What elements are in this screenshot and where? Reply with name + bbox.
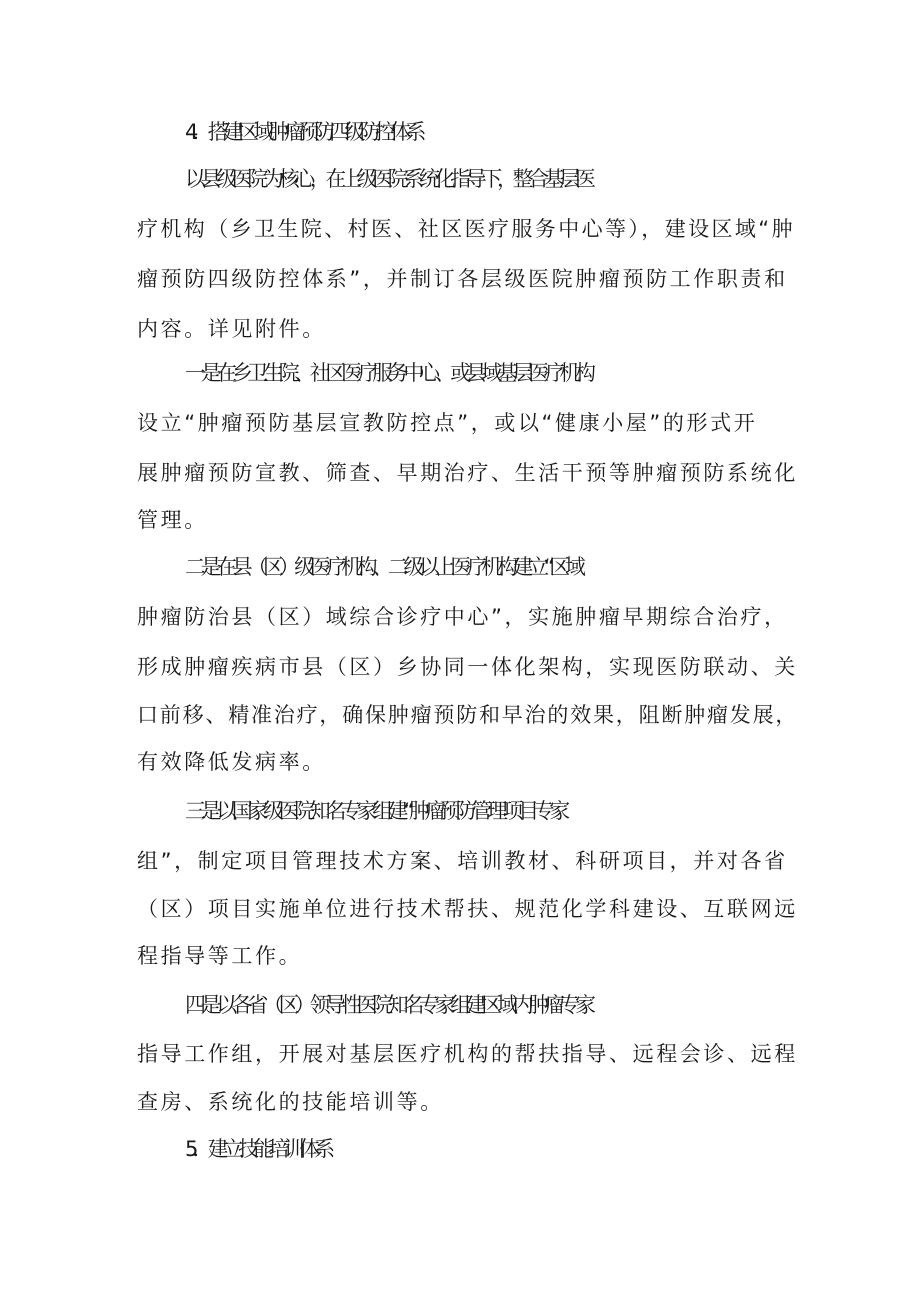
paragraph-line: 有效降低发病率。: [137, 750, 326, 774]
paragraph-line: 二是在县（区）级医疗机构、二级以上医疗机构建立“区域: [185, 555, 581, 579]
paragraph-line: 管理。: [137, 508, 208, 532]
paragraph-line: 瘤预防四级防控体系”，并制订各层级医院肿瘤预防工作职责和: [137, 267, 788, 291]
paragraph-line: 设立“肿瘤预防基层宣教防控点”，或以“健康小屋”的形式开: [137, 411, 758, 435]
paragraph-line: 口前移、精准治疗，确保肿瘤预防和早治的效果，阻断肿瘤发展，: [137, 703, 799, 727]
paragraph-line: 以县级医院为核心，在上级医院系统化指导下，整合基层医: [185, 167, 591, 191]
paragraph-line: 指导工作组，开展对基层医疗机构的帮扶指导、远程会诊、远程: [137, 1042, 798, 1066]
paragraph-line: 内容。详见附件。: [137, 317, 326, 341]
paragraph-line: 四是以各省（区）领导性医院知名专家组建区域内肿瘤专家: [185, 993, 591, 1017]
paragraph-line: 组”，制定项目管理技术方案、培训教材、科研项目，并对各省: [137, 849, 788, 873]
paragraph-line: 疗机构（乡卫生院、村医、社区医疗服务中心等），建设区域“肿: [137, 217, 795, 241]
paragraph-line: 形成肿瘤疾病市县（区）乡协同一体化架构，实现医防联动、关: [137, 655, 798, 679]
paragraph-line: 肿瘤防治县（区）域综合诊疗中心”，实施肿瘤早期综合治疗，: [137, 605, 788, 629]
paragraph-line: 三是以国家级医院知名专家组建“肿瘤预防管理项目专家: [185, 799, 565, 823]
paragraph-line: 展肿瘤预防宣教、筛查、早期治疗、生活干预等肿瘤预防系统化: [137, 461, 798, 485]
paragraph-line: 程指导等工作。: [137, 944, 303, 968]
section-heading-4: 4．搭建区域肿瘤预防四级防控体系: [185, 120, 421, 144]
paragraph-line: 查房、系统化的技能培训等。: [137, 1090, 444, 1114]
paragraph-line: 一是在乡卫生院、社区医疗服务中心、或县域基层医疗机构: [185, 361, 591, 385]
paragraph-line: （区）项目实施单位进行技术帮扶、规范化学科建设、互联网远: [137, 897, 798, 921]
section-heading-5: 5．建立技能培训体系: [185, 1137, 330, 1161]
